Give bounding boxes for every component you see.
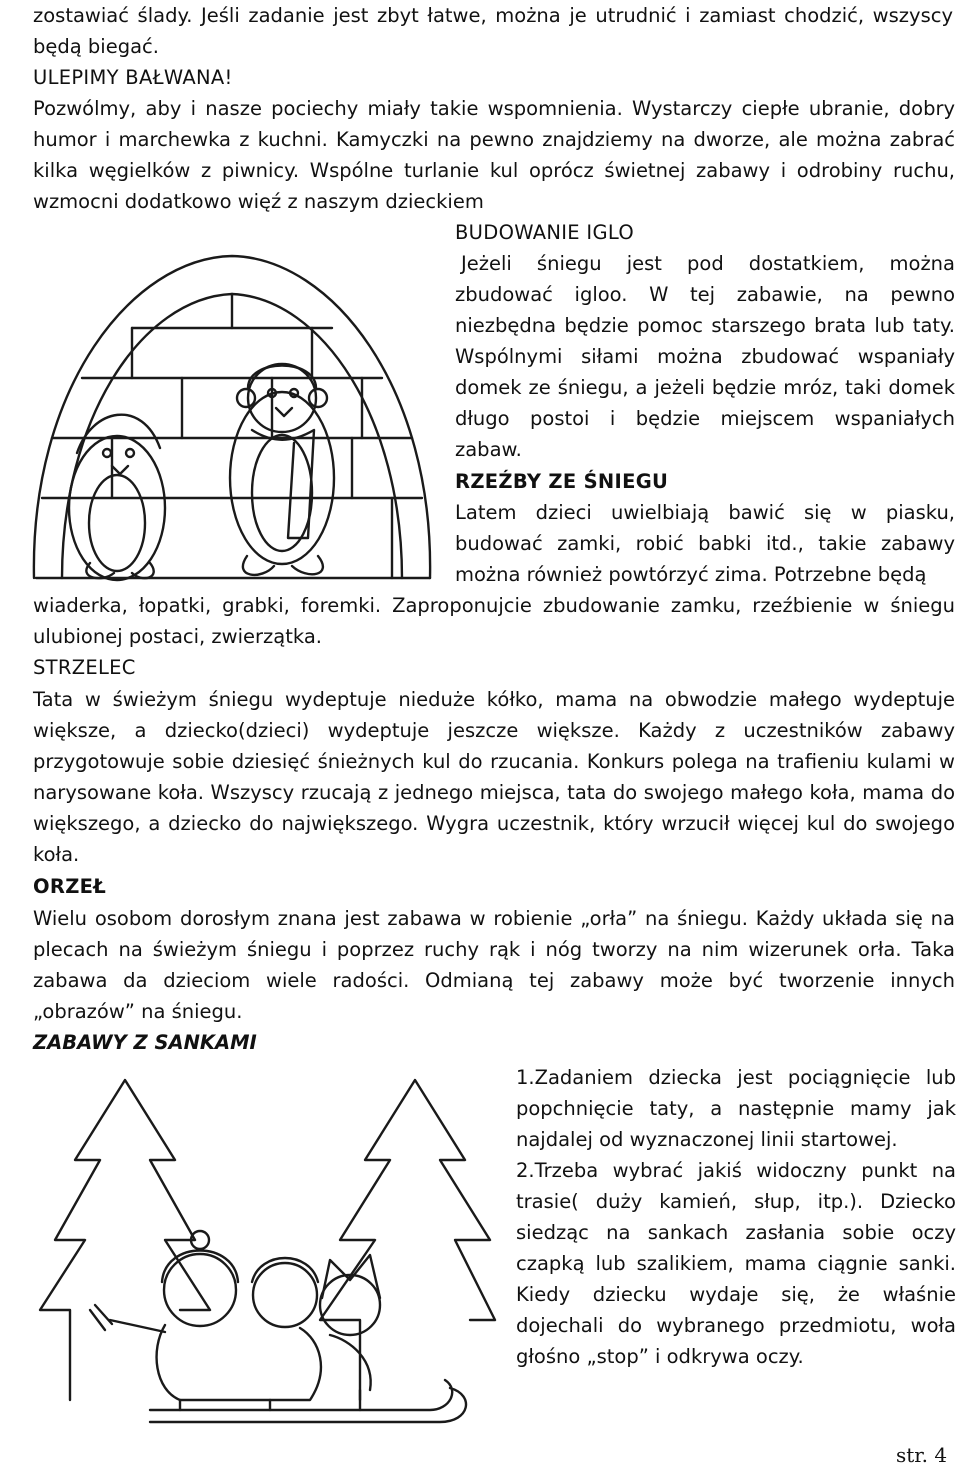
sled-games-list: [516, 1062, 956, 1372]
snowman-paragraph: Pozwólmy, aby i nasze pociechy miały takie wspomnienia. Wystarczy ciepłe ubranie, dobry humor i marchewka z kuchni. Kamyczki na pewno znajdziemy na dworze, ale można zabrać kilka węgielków z piwnicy. Wspólne turlanie kul oprócz świetnej zabawy i odrobiny ruchu, wzmocni dodatkowo więź z naszym dzieckiem: [33, 97, 955, 213]
list-item: [516, 1062, 956, 1155]
heading-eagle: ORZEŁ: [33, 875, 107, 898]
heading-archer: STRZELEC: [33, 656, 136, 679]
heading-igloo: BUDOWANIE IGLO: [455, 221, 635, 244]
igloo-paragraph: Jeżeli śniegu jest pod dostatkiem, można zbudować igloo. W tej zabawie, na pewno niezbędna będzie pomoc starszego brata lub taty. Wspólnymi siłami można zbudować wspaniały domek ze śniegu, a jeżeli będzie mróz, taki domek długo postoi i będzie miejscem wspaniałych zabaw.: [455, 252, 955, 461]
list-item-number: 1.: [516, 1066, 535, 1089]
sculptures-paragraph-full: wiaderka, łopatki, grabki, foremki. Zaproponujcie zbudowanie zamku, rzeźbienie w śniegu ulubionej postaci, zwierzątka.: [33, 594, 955, 648]
page-number: str. 4: [896, 1443, 948, 1467]
list-item: [516, 1155, 956, 1372]
heading-sculptures: RZEŹBY ZE ŚNIEGU: [455, 470, 669, 493]
intro-paragraph: zostawiać ślady. Jeśli zadanie jest zbyt łatwe, można je utrudnić i zamiast chodzić, wszyscy będą biegać.: [33, 4, 953, 58]
sculptures-paragraph-right: Latem dzieci uwielbiają bawić się w piasku, budować zamki, robić babki itd., takie zabawy można również powtórzyć zima. Potrzebne będą: [455, 501, 955, 586]
list-item-number: 2.: [516, 1159, 535, 1182]
children-on-sled-icon: [30, 1070, 500, 1430]
heading-sled-games: ZABAWY Z SANKAMI: [33, 1031, 257, 1054]
list-item-text: Trzeba wybrać jakiś widoczny punkt na trasie( duży kamień, słup, itp.). Dziecko siedząc na sankach zasłania sobie oczy czapką lub szalikiem, mama ciągnie sanki. Kiedy dziecku wydaje się, że właśnie dojechali do wybranego przedmiotu, woła głośno „stop” i odkrywa oczy.: [516, 1159, 956, 1368]
igloo-penguins-icon: [22, 238, 442, 588]
eagle-paragraph: Wielu osobom dorosłym znana jest zabawa w robienie „orła” na śniegu. Każdy układa się na plecach na świeżym śniegu i poprzez ruchy rąk i nóg tworzy na nim wizerunek orła. Taka zabawa da dzieciom wiele radości. Odmianą tej zabawy może być tworzenie innych „obrazów” na śniegu.: [33, 907, 955, 1023]
heading-snowman: ULEPIMY BAŁWANA!: [33, 66, 233, 89]
list-item-text: Zadaniem dziecka jest pociągnięcie lub popchnięcie taty, a następnie mamy jak najdalej od wyznaczonej linii startowej.: [516, 1066, 956, 1151]
archer-paragraph: Tata w świeżym śniegu wydeptuje nieduże kółko, mama na obwodzie małego wydeptuje większe, a dziecko(dzieci) wydeptuje jeszcze większe. Każdy z uczestników zabawy przygotowuje sobie dziesięć śnieżnych kul do rzucania. Konkurs polega na trafieniu kulami w narysowane koła. Wszyscy rzucają z jednego miejsca, tata do swojego małego koła, mama do większego, a dziecko do największego. Wygra uczestnik, który wrzucił więcej kul do swojego koła.: [33, 688, 955, 866]
